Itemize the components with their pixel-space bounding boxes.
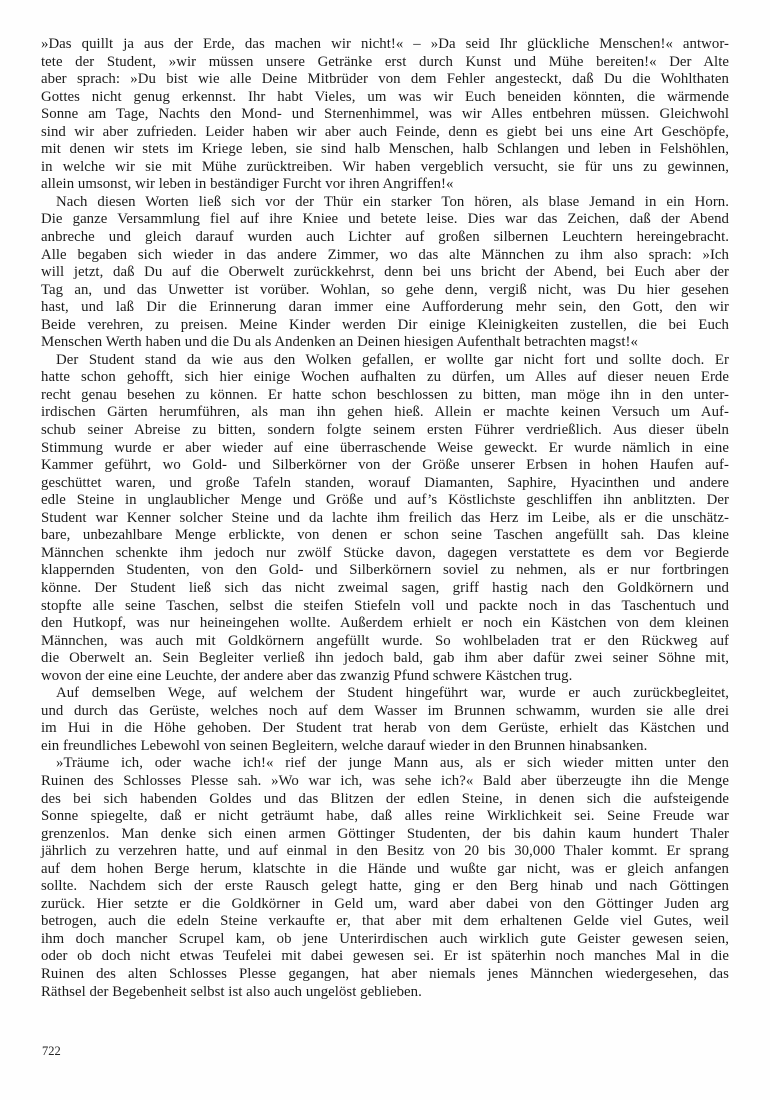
text-line: Sonne spiegelte, daß er nicht geträumt habe, daß alles reine Wirklichkeit sei. Seine Freude war [41,808,729,825]
text-line: recht genau besehen zu können. Er hatte schon beschlossen zu bitten, man möge ihn in den unter- [41,386,729,403]
text-line: Männchen schenkte ihm jedoch nur zwölf Stücke davon, dagegen verstattete es dem vor Begierde [41,544,729,561]
text-line: Sonne am Tage, Nachts den Mond- und Sternenhimmel, was wir Alles entbehren müssen. Gleichwohl [41,106,729,123]
paragraph [41,194,729,352]
text-line: Die ganze Versammlung fiel auf ihre Kniee und betete leise. Dies war das Zeichen, daß der Abend [41,211,729,228]
paragraph [41,36,729,194]
text-line: Der Student stand da wie aus den Wolken gefallen, er wollte gar nicht fort und sollte doch. Er [56,351,729,368]
text-line: hatte schon gehofft, sich hier einige Wochen aufhalten zu dürfen, um Alles auf dieser neuen Erde [41,369,729,386]
text-line: könne. Der Student ließ sich das nicht zweimal sagen, griff hastig nach den Goldkörnern und [41,579,729,596]
text-line: Kammer geführt, wo Gold- und Silberkörner von der Größe unserer Erbsen in hohen Haufen auf- [41,457,729,474]
text-line: Männchen, was auch mit Goldkörnern angefüllt wurde. So wohlbeladen trat er den Rückweg auf [41,632,729,649]
text-line: anbreche und gleich darauf wurden auch Lichter auf großen silbernen Leuchtern hereingebracht. [41,229,729,246]
text-line: sind wir aber zufrieden. Leider haben wir aber auch Feinde, denn es giebt bei uns eine Art Geschöpfe, [41,123,729,140]
text-line: die Oberwelt an. Sein Begleiter verließ ihn jedoch bald, gab ihm aber dafür zwei seiner Söhne mit, [41,650,729,667]
paragraph [41,755,729,1001]
text-line: mit denen wir stets im Kriege leben, sie sind halb Menschen, halb Schlangen und leben in Felshöhlen, [41,141,729,158]
text-line: bare, unbezahlbare Menge erblickte, von denen er schon seine Taschen angefüllt sah. Das kleine [41,527,729,544]
text-line: betrogen, auch die edeln Steine verkaufte er, that aber mit dem erhaltenen Gelde viel Gutes, weil [41,913,729,930]
text-line: Alle begaben sich wieder in das andere Zimmer, wo das alte Männchen zu ihm also sprach: »Ich [41,246,729,263]
text-line: Auf demselben Wege, auf welchem der Student hingeführt war, wurde er auch zurückbegleitet, [56,685,729,702]
text-line: stopfte alle seine Taschen, selbst die steifen Stiefeln voll und packte noch in das Taschentuch und [41,597,729,614]
text-line: oder ob doch nicht etwas Teufelei mit dabei gewesen sei. Er ist späterhin noch manches Mal in die [41,948,729,965]
text-line: zurück. Hier setzte er die Goldkörner in Geld um, ward aber dabei von den Göttinger Juden arg [41,895,729,912]
text-line: »Das quillt ja aus der Erde, das machen wir nicht!« – »Da seid Ihr glückliche Menschen!« antwor- [41,36,729,52]
text-line: »Träume ich, oder wache ich!« rief der junge Mann aus, als er sich wieder mitten unter den [56,755,729,772]
text-line: tete der Student, »wir müssen unsere Getränke erst durch Kunst und Mühe bereiten!« Der Alte [41,53,729,70]
text-line: auf dem hohen Berge herum, klatschte in die Hände und wußte gar nicht, was er gleich anfangen [41,860,729,877]
paragraph [41,352,729,685]
text-line: Ruinen des alten Schlosses Plesse gegangen, hat aber niemals jenes Männchen wiedergesehen, das [41,965,729,982]
text-line: grenzenlos. Man denke sich einen armen Göttinger Studenten, der bis dahin kaum hundert Thaler [41,825,729,842]
text-line: will jetzt, daß Du auf die Oberwelt zurückkehrst, denn bei uns bricht der Abend, bei Euch aber der [41,264,729,281]
text-line: des bei sich habenden Goldes und das Blitzen der edlen Steine, in denen sich die aufsteigende [41,790,729,807]
text-line: edle Steine in unglaublicher Menge und Größe und auf’s Köstlichste geschliffen ihn anblitzten. Der [41,492,729,509]
text-line: den Hutkopf, was nur heineingehen wollte. Außerdem erhielt er noch ein Kästchen von dem kleinen [41,615,729,632]
text-line: Gottes nicht genug erkennst. Ihr habt Vieles, um was wir Euch beneiden könnten, die wärmende [41,88,729,105]
text-line: geschüttet waren, und große Tafeln standen, worauf Diamanten, Saphire, Hyacinthen und andere [41,474,729,491]
text-line: Nach diesen Worten ließ sich vor der Thür ein starker Ton hören, als blase Jemand in ein Horn. [56,193,729,210]
text-line: Menschen Werth haben und die Du als Andenken an Deinen hiesigen Aufenthalt betrachten magst!« [41,334,638,351]
text-line: Student war Kenner solcher Steine und da lachte ihm freilich das Herz im Leibe, als er die unschätz- [41,509,729,526]
text-line: Tag an, und das Unwetter ist vorüber. Wohlan, so gehe denn, vergiß nicht, was Du hier gesehen [41,281,729,298]
text-line: allein umsonst, wir leben in beständiger Furcht vor ihren Angriffen!« [41,176,454,193]
text-line: wovon der eine eine Leuchte, der andere aber das zwanzig Pfund schwere Kästchen trug. [41,667,573,684]
text-line: Stimmung wurde er aber wieder auf eine überraschende Weise geweckt. Er wurde nämlich in eine [41,439,729,456]
text-line: jährlich zu verzehren hatte, und auf einmal in den Besitz von 20 bis 30,000 Thaler kommt. Er sprang [41,843,729,860]
text-line: hast, und laß Dir die Erinnerung daran immer eine Aufforderung mehr sein, den Gott, den wir [41,299,729,316]
text-line: im Hui in die Höhe gehoben. Der Student trat herab von dem Gerüste, erhielt das Kästchen und [41,720,729,737]
text-line: Beide verehren, zu preisen. Meine Kinder werden Dir einige Kleinigkeiten zustellen, die bei Euch [41,316,729,333]
text-line: Räthsel der Begebenheit selbst ist also auch ungelöst geblieben. [41,983,422,1000]
text-line: in welche wir sie mit Mühe zurücktreiben. Wir haben vergeblich versucht, sie für uns zu gewinnen, [41,158,729,175]
text-line: Ruinen des Schlosses Plesse sah. »Wo war ich, was sehe ich?« Bald aber überzeugte ihn die Menge [41,772,729,789]
story-text [41,36,729,1001]
text-line: klappernden Studenten, von den Gold- und Silberkörnern soviel zu nehmen, als er nur fortbringen [41,562,729,579]
page-number: 722 [42,1044,61,1058]
text-line: aber sprach: »Du bist wie alle Deine Mitbrüder von dem Fehler angesteckt, daß Du die Wohlthaten [41,71,729,88]
text-line: ein freundliches Lebewohl von seinen Begleitern, welche darauf wieder in den Brunnen hinabsanken. [41,737,648,754]
text-line: ihm doch mancher Scrupel kam, ob jene Unterirdischen auch wirklich gute Geister gewesen seien, [41,930,729,947]
text-line: irdischen Gärten herumführen, als man ihn gehen hieß. Allein er machte keinen Versuch um Auf- [41,404,729,421]
text-line: sollte. Nachdem sich der erste Rausch gelegt hatte, ging er den Berg hinab und nach Göttingen [41,878,729,895]
text-line: schub seiner Abreise zu bitten, sondern folgte seinem ersten Führer verdrießlich. Aus dieser übeln [41,422,729,439]
paragraph [41,685,729,755]
text-line: und durch das Gerüste, welches noch auf dem Wasser im Brunnen schwamm, wurden sie alle drei [41,702,729,719]
